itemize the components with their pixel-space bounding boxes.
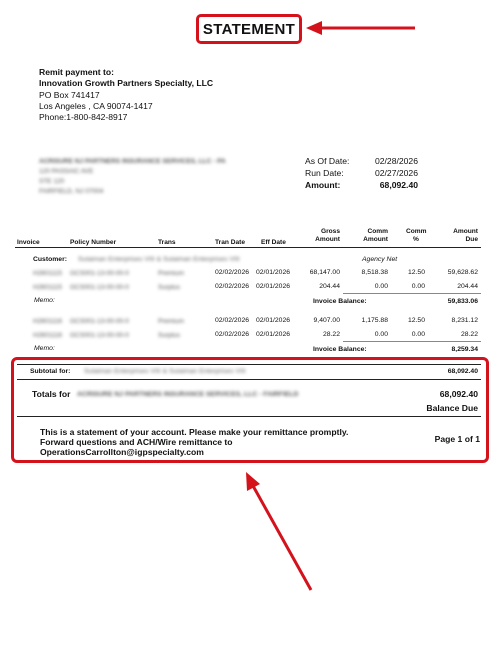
arrow-to-title bbox=[306, 21, 415, 35]
row3-due: 8,231.12 bbox=[451, 317, 478, 324]
row3-gross: 9,407.00 bbox=[313, 317, 340, 324]
col-comm-pct-1: Comm bbox=[406, 228, 427, 235]
group2-balance-label: Invoice Balance: bbox=[313, 346, 367, 353]
row2-eff-date: 02/01/2026 bbox=[256, 283, 291, 290]
group2-balance-value: 8,259.34 bbox=[451, 346, 478, 353]
amount-label: Amount: bbox=[305, 180, 341, 190]
recipient-address1: 120 PASSAIC AVE bbox=[39, 168, 94, 175]
subtotal-bottom-line bbox=[17, 379, 481, 380]
col-comm-amt-1: Comm bbox=[367, 228, 388, 235]
statement-title: STATEMENT bbox=[202, 20, 296, 38]
col-comm-amt-2: Amount bbox=[363, 236, 388, 243]
arrow-to-totals bbox=[246, 472, 311, 590]
remit-company: Innovation Growth Partners Specialty, LLC bbox=[39, 78, 214, 88]
col-trans: Trans bbox=[158, 239, 176, 246]
row4-eff-date: 02/01/2026 bbox=[256, 331, 291, 338]
group1-balance-value: 59,833.06 bbox=[447, 298, 478, 305]
subtotal-label: Subtotal for: bbox=[30, 368, 71, 375]
row2-due: 204.44 bbox=[457, 283, 478, 290]
row1-comm: 8,518.38 bbox=[361, 269, 388, 276]
row2-pct: 0.00 bbox=[411, 283, 425, 290]
group1-divider bbox=[343, 293, 481, 294]
footer-email: OperationsCarrollton@igpspecialty.com bbox=[40, 447, 204, 457]
col-comm-pct-2: % bbox=[413, 236, 419, 243]
row3-eff-date: 02/01/2026 bbox=[256, 317, 291, 324]
agency-net: Agency Net bbox=[362, 256, 398, 263]
row1-tran-date: 02/02/2026 bbox=[215, 269, 250, 276]
row4-due: 28.22 bbox=[460, 331, 478, 338]
col-eff-date: Eff Date bbox=[261, 239, 286, 246]
totals-divider bbox=[17, 416, 481, 417]
run-date-label: Run Date: bbox=[305, 168, 344, 178]
as-of-label: As Of Date: bbox=[305, 156, 350, 166]
totals-label: Totals for bbox=[32, 389, 71, 399]
as-of-value: 02/28/2026 bbox=[374, 156, 418, 166]
row1-due: 59,628.62 bbox=[447, 269, 478, 276]
row3-pct: 12.50 bbox=[407, 317, 425, 324]
row4-gross: 28.22 bbox=[322, 331, 340, 338]
subtotal-top-line bbox=[17, 364, 481, 365]
col-tran-date: Tran Date bbox=[215, 239, 246, 246]
row2-gross: 204.44 bbox=[319, 283, 340, 290]
row2-invoice: H2601115 bbox=[33, 284, 63, 291]
row4-trans: Surplus bbox=[158, 332, 181, 339]
row3-trans: Premium bbox=[158, 318, 185, 325]
footer-line1: This is a statement of your account. Please make your remittance promptly. bbox=[40, 427, 349, 437]
totals-value: 68,092.40 bbox=[439, 389, 478, 399]
header-divider bbox=[15, 247, 481, 248]
row1-eff-date: 02/01/2026 bbox=[256, 269, 291, 276]
totals-name: ACRISURE NJ PARTNERS INSURANCE SERVICES, LLC - FAIRFIELD bbox=[77, 391, 299, 398]
recipient-name: ACRISURE NJ PARTNERS INSURANCE SERVICES, LLC - PA bbox=[39, 158, 226, 165]
row2-tran-date: 02/02/2026 bbox=[215, 283, 250, 290]
row4-comm: 0.00 bbox=[374, 331, 388, 338]
row3-invoice: H2601116 bbox=[33, 318, 63, 325]
row1-policy: GCS001-13-00-00-0 bbox=[70, 270, 129, 277]
row3-tran-date: 02/02/2026 bbox=[215, 317, 250, 324]
row2-trans: Surplus bbox=[158, 284, 181, 291]
recipient-address2: STE 120 bbox=[39, 178, 65, 185]
subtotal-value: 68,092.40 bbox=[447, 368, 478, 375]
remit-address: PO Box 741417 bbox=[39, 90, 100, 100]
row1-pct: 12.50 bbox=[407, 269, 425, 276]
recipient-address3: FAIRFIELD, NJ 07004 bbox=[39, 188, 104, 195]
row3-comm: 1,175.88 bbox=[361, 317, 388, 324]
remit-city: Los Angeles , CA 90074-1417 bbox=[39, 101, 153, 111]
amount-value: 68,092.40 bbox=[379, 180, 418, 190]
col-gross-2: Amount bbox=[315, 236, 340, 243]
group2-memo: Memo: bbox=[34, 345, 55, 352]
row3-policy: GCS001-13-00-00-0 bbox=[70, 318, 129, 325]
group1-balance-label: Invoice Balance: bbox=[313, 298, 367, 305]
remit-phone: Phone:1-800-842-8917 bbox=[39, 112, 128, 122]
col-gross-1: Gross bbox=[320, 228, 340, 235]
balance-due-label: Balance Due bbox=[426, 403, 478, 413]
col-policy: Policy Number bbox=[70, 239, 117, 246]
col-amount-due-2: Due bbox=[465, 236, 478, 243]
row1-invoice: H2601115 bbox=[33, 270, 63, 277]
page-indicator: Page 1 of 1 bbox=[434, 434, 480, 444]
col-invoice: Invoice bbox=[17, 239, 40, 246]
row2-policy: GCS001-13-00-00-0 bbox=[70, 284, 129, 291]
customer-name: Sulaiman Enterprises VIII & Sulaiman Enterprises VIII bbox=[78, 256, 240, 263]
col-amount-due-1: Amount bbox=[453, 228, 478, 235]
row4-tran-date: 02/02/2026 bbox=[215, 331, 250, 338]
row4-pct: 0.00 bbox=[411, 331, 425, 338]
remit-heading: Remit payment to: bbox=[39, 67, 114, 77]
subtotal-name: Sulaiman Enterprises VIII & Sulaiman Enterprises VIII bbox=[84, 368, 246, 375]
row4-invoice: H2601116 bbox=[33, 332, 63, 339]
footer-line2: Forward questions and ACH/Wire remittance to bbox=[40, 437, 233, 447]
group1-memo: Memo: bbox=[34, 297, 55, 304]
row2-comm: 0.00 bbox=[374, 283, 388, 290]
row1-gross: 68,147.00 bbox=[309, 269, 340, 276]
group2-divider bbox=[343, 341, 481, 342]
row4-policy: GCS001-13-00-00-0 bbox=[70, 332, 129, 339]
row1-trans: Premium bbox=[158, 270, 185, 277]
customer-label: Customer: bbox=[33, 256, 67, 263]
run-date-value: 02/27/2026 bbox=[374, 168, 418, 178]
